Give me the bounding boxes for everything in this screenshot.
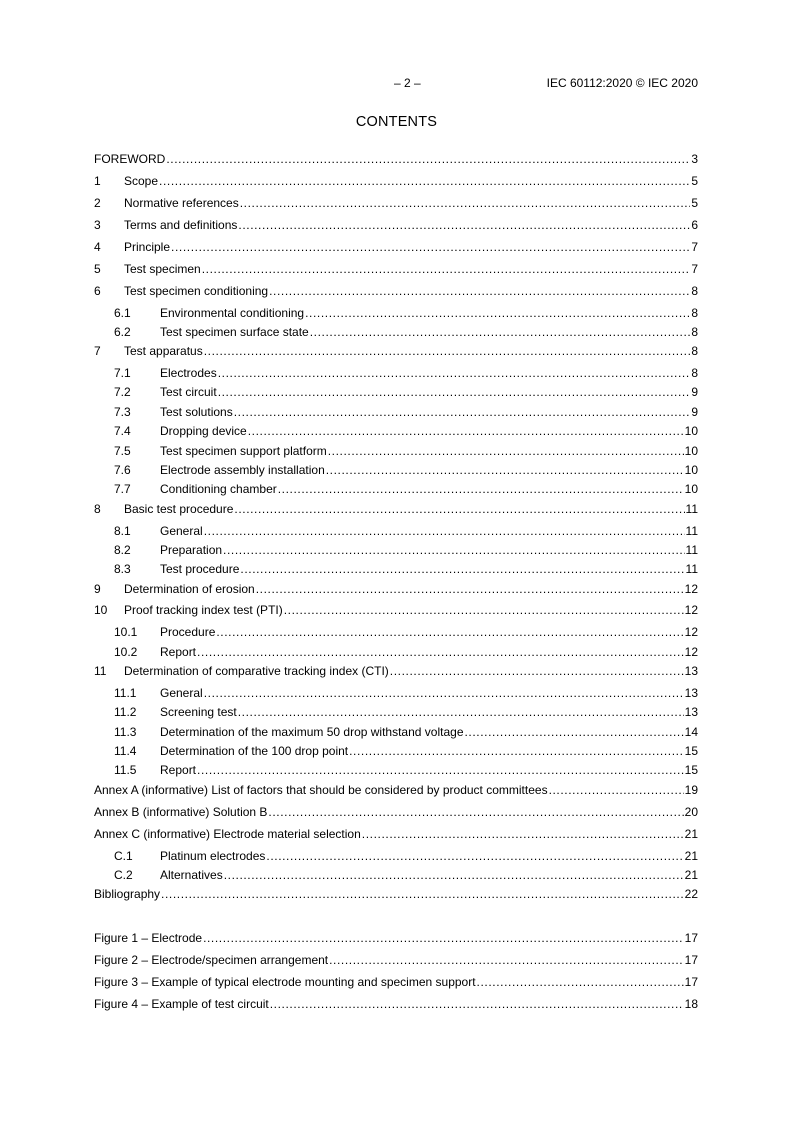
toc-entry-page: 17 (684, 931, 698, 945)
toc-leader-dots (218, 384, 691, 400)
toc-leader-dots (203, 930, 684, 946)
toc-leader-dots (328, 443, 684, 459)
toc-leader-dots (161, 886, 684, 902)
toc-entry-title: Electrode assembly installation (160, 463, 325, 477)
toc-entry-page: 11 (685, 562, 698, 576)
toc-entry-page: 9 (691, 385, 698, 399)
toc-entry-number: 3 (94, 218, 101, 232)
toc-entry-number: 7.3 (114, 405, 131, 419)
toc-entry-page: 22 (684, 887, 698, 901)
document-reference: IEC 60112:2020 © IEC 2020 (546, 76, 698, 90)
toc-leader-dots (240, 195, 691, 211)
toc-entry-title: Electrodes (160, 366, 217, 380)
toc-entry-number: 7.2 (114, 385, 131, 399)
toc-entry-number: 11.5 (114, 763, 137, 777)
toc-leader-dots (284, 602, 684, 618)
contents-title: CONTENTS (355, 114, 438, 130)
toc-leader-dots (204, 343, 691, 359)
toc-entry-title: FOREWORD (94, 152, 166, 166)
toc-entry[interactable] (114, 443, 698, 459)
toc-entry[interactable] (114, 561, 698, 577)
toc-entry-title: Figure 1 – Electrode (94, 931, 203, 945)
toc-entry-number: C.2 (114, 868, 133, 882)
toc-entry-title: Annex C (informative) Electrode material selection (94, 827, 361, 841)
toc-entry-title: Normative references (124, 196, 239, 210)
toc-entry[interactable] (114, 685, 698, 701)
toc-entry-number: 2 (94, 196, 101, 210)
toc-entry-number: 7.1 (114, 366, 131, 380)
toc-entry-title: Alternatives (160, 868, 223, 882)
toc-entry-number: 7.5 (114, 444, 131, 458)
toc-leader-dots (234, 404, 691, 420)
toc-entry[interactable] (94, 804, 698, 820)
toc-entry-number: 11 (94, 664, 107, 678)
toc-entry-number: 11.1 (114, 686, 137, 700)
page-number: – 2 – (394, 76, 421, 90)
toc-entry-page: 14 (684, 725, 698, 739)
toc-entry-number: 7.4 (114, 424, 131, 438)
toc-entry[interactable] (94, 782, 698, 798)
toc-entry-page: 13 (684, 705, 698, 719)
toc-entry-title: Dropping device (160, 424, 247, 438)
toc-leader-dots (197, 762, 684, 778)
toc-entry[interactable] (94, 602, 698, 618)
toc-leader-dots (204, 523, 685, 539)
toc-entry-page: 11 (685, 524, 698, 538)
toc-entry-title: Test solutions (160, 405, 233, 419)
toc-entry[interactable] (94, 952, 698, 968)
toc-entry[interactable] (114, 848, 698, 864)
toc-entry-page: 17 (684, 975, 698, 989)
toc-entry-title: Test specimen surface state (160, 325, 309, 339)
toc-entry-title: General (160, 524, 203, 538)
toc-entry-page: 7 (691, 262, 698, 276)
toc-leader-dots (390, 663, 684, 679)
toc-entry[interactable] (114, 481, 698, 497)
toc-entry-number: 10 (94, 603, 108, 617)
toc-entry[interactable] (94, 195, 698, 211)
toc-entry[interactable] (114, 624, 698, 640)
toc-leader-dots (268, 804, 683, 820)
toc-entry[interactable] (114, 762, 698, 778)
toc-entry-page: 6 (691, 218, 698, 232)
toc-entry-title: Principle (124, 240, 171, 254)
toc-entry-title: Test procedure (160, 562, 240, 576)
toc-entry[interactable] (114, 305, 698, 321)
toc-leader-dots (166, 151, 690, 167)
toc-entry-title: Procedure (160, 625, 216, 639)
toc-entry-title: Preparation (160, 543, 223, 557)
toc-entry-page: 19 (684, 783, 698, 797)
toc-leader-dots (465, 724, 684, 740)
toc-entry-page: 12 (684, 603, 698, 617)
toc-entry-number: 10.2 (114, 645, 138, 659)
toc-entry-title: Test apparatus (124, 344, 203, 358)
toc-leader-dots (197, 644, 684, 660)
toc-entry-page: 20 (684, 805, 698, 819)
toc-entry-title: Screening test (160, 705, 237, 719)
toc-entry-page: 15 (684, 763, 698, 777)
toc-entry-number: 6.2 (114, 325, 131, 339)
toc-leader-dots (171, 239, 690, 255)
toc-entry-page: 8 (691, 325, 698, 339)
toc-entry-title: Proof tracking index test (PTI) (124, 603, 283, 617)
toc-entry[interactable] (114, 542, 698, 558)
toc-leader-dots (270, 996, 684, 1012)
toc-entry[interactable] (94, 930, 698, 946)
toc-entry-title: Determination of comparative tracking index (CTI) (124, 664, 389, 678)
toc-entry[interactable] (94, 663, 698, 679)
toc-entry[interactable] (114, 462, 698, 478)
toc-entry-page: 13 (684, 686, 698, 700)
toc-entry[interactable] (114, 324, 698, 340)
toc-entry-title: Report (160, 645, 197, 659)
toc-entry-page: 15 (684, 744, 698, 758)
toc-entry-title: Figure 3 – Example of typical electrode mounting and specimen support (94, 975, 476, 989)
toc-entry-title: Determination of the maximum 50 drop withstand voltage (160, 725, 464, 739)
toc-leader-dots (305, 305, 690, 321)
toc-entry-number: 5 (94, 262, 101, 276)
toc-entry-number: 11.3 (114, 725, 137, 739)
toc-entry-page: 7 (691, 240, 698, 254)
toc-entry-page: 12 (684, 625, 698, 639)
toc-entry[interactable] (94, 886, 698, 902)
toc-leader-dots (310, 324, 691, 340)
toc-entry-number: 6 (94, 284, 101, 298)
toc-leader-dots (234, 501, 684, 517)
toc-entry[interactable] (94, 501, 698, 517)
toc-entry[interactable] (94, 261, 698, 277)
toc-entry[interactable] (114, 523, 698, 539)
toc-entry[interactable] (114, 404, 698, 420)
page-header (94, 76, 698, 92)
toc-leader-dots (248, 423, 684, 439)
toc-entry-page: 18 (684, 997, 698, 1011)
toc-leader-dots (238, 217, 690, 233)
toc-leader-dots (223, 542, 684, 558)
toc-leader-dots (349, 743, 684, 759)
toc-leader-dots (224, 867, 684, 883)
toc-leader-dots (362, 826, 684, 842)
toc-entry-title: Scope (124, 174, 159, 188)
toc-entry-title: Platinum electrodes (160, 849, 266, 863)
toc-leader-dots (240, 561, 684, 577)
toc-entry-number: 6.1 (114, 306, 131, 320)
toc-entry-title: Terms and definitions (124, 218, 238, 232)
toc-entry-title: Determination of the 100 drop point (160, 744, 349, 758)
toc-entry[interactable] (114, 704, 698, 720)
toc-entry-title: Basic test procedure (124, 502, 234, 516)
toc-entry-page: 21 (684, 849, 698, 863)
toc-leader-dots (278, 481, 684, 497)
toc-entry-title: Determination of erosion (124, 582, 255, 596)
toc-entry-number: 4 (94, 240, 101, 254)
toc-leader-dots (326, 462, 684, 478)
toc-entry-number: 8 (94, 502, 101, 516)
toc-entry-title: Test specimen (124, 262, 201, 276)
toc-leader-dots (329, 952, 684, 968)
toc-entry-page: 12 (684, 645, 698, 659)
toc-entry-number: 8.3 (114, 562, 131, 576)
toc-entry[interactable] (114, 384, 698, 400)
toc-entry-title: Report (160, 763, 197, 777)
toc-entry-title: Annex B (informative) Solution B (94, 805, 268, 819)
toc-entry-page: 3 (691, 152, 698, 166)
toc-entry-title: Conditioning chamber (160, 482, 277, 496)
toc-entry-page: 21 (684, 868, 698, 882)
toc-entry-page: 10 (684, 463, 698, 477)
toc-leader-dots (256, 581, 684, 597)
toc-entry[interactable] (114, 867, 698, 883)
toc-entry[interactable] (114, 365, 698, 381)
toc-entry[interactable] (94, 217, 698, 233)
toc-entry-page: 11 (685, 502, 698, 516)
toc-entry-number: 11.2 (114, 705, 137, 719)
toc-entry-number: 7.7 (114, 482, 131, 496)
toc-entry[interactable] (94, 974, 698, 990)
toc-entry-page: 5 (691, 174, 698, 188)
toc-entry-number: C.1 (114, 849, 133, 863)
toc-leader-dots (266, 848, 683, 864)
toc-entry-number: 10.1 (114, 625, 138, 639)
toc-leader-dots (238, 704, 684, 720)
toc-entry-title: General (160, 686, 203, 700)
toc-entry-title: Test specimen support platform (160, 444, 327, 458)
toc-entry-page: 10 (684, 482, 698, 496)
toc-entry-page: 8 (691, 344, 698, 358)
toc-entry[interactable] (94, 343, 698, 359)
toc-entry-page: 11 (685, 543, 698, 557)
toc-leader-dots (159, 173, 690, 189)
toc-leader-dots (549, 782, 684, 798)
toc-entry-page: 17 (684, 953, 698, 967)
toc-leader-dots (216, 624, 683, 640)
toc-entry[interactable] (114, 724, 698, 740)
toc-leader-dots (477, 974, 684, 990)
toc-entry-number: 7.6 (114, 463, 131, 477)
toc-entry[interactable] (94, 996, 698, 1012)
toc-entry-page: 10 (684, 424, 698, 438)
toc-entry-number: 11.4 (114, 744, 137, 758)
toc-entry-number: 8.1 (114, 524, 131, 538)
toc-entry-title: Figure 2 – Electrode/specimen arrangement (94, 953, 329, 967)
toc-entry[interactable] (114, 644, 698, 660)
toc-entry[interactable] (114, 743, 698, 759)
toc-entry-title: Bibliography (94, 887, 161, 901)
toc-entry[interactable] (94, 173, 698, 189)
toc-entry-page: 21 (684, 827, 698, 841)
toc-leader-dots (218, 365, 691, 381)
toc-entry[interactable] (94, 581, 698, 597)
toc-entry-number: 9 (94, 582, 101, 596)
toc-entry-title: Environmental conditioning (160, 306, 305, 320)
toc-entry[interactable] (94, 151, 698, 167)
toc-entry-number: 7 (94, 344, 101, 358)
toc-leader-dots (269, 283, 690, 299)
toc-entry[interactable] (94, 283, 698, 299)
toc-entry-page: 5 (691, 196, 698, 210)
toc-entry-title: Test specimen conditioning (124, 284, 269, 298)
toc-entry-page: 10 (684, 444, 698, 458)
toc-entry[interactable] (94, 826, 698, 842)
toc-entry-number: 8.2 (114, 543, 131, 557)
toc-entry-number: 1 (94, 174, 101, 188)
toc-entry-page: 8 (691, 306, 698, 320)
toc-entry-title: Annex A (informative) List of factors that should be considered by product committees (94, 783, 548, 797)
toc-entry-title: Figure 4 – Example of test circuit (94, 997, 269, 1011)
toc-entry-page: 13 (684, 664, 698, 678)
toc-entry[interactable] (114, 423, 698, 439)
toc-entry-title: Test circuit (160, 385, 217, 399)
toc-entry[interactable] (94, 239, 698, 255)
toc-entry-page: 8 (691, 366, 698, 380)
toc-leader-dots (204, 685, 684, 701)
toc-leader-dots (202, 261, 691, 277)
toc-entry-page: 8 (691, 284, 698, 298)
toc-entry-page: 12 (684, 582, 698, 596)
toc-entry-page: 9 (691, 405, 698, 419)
